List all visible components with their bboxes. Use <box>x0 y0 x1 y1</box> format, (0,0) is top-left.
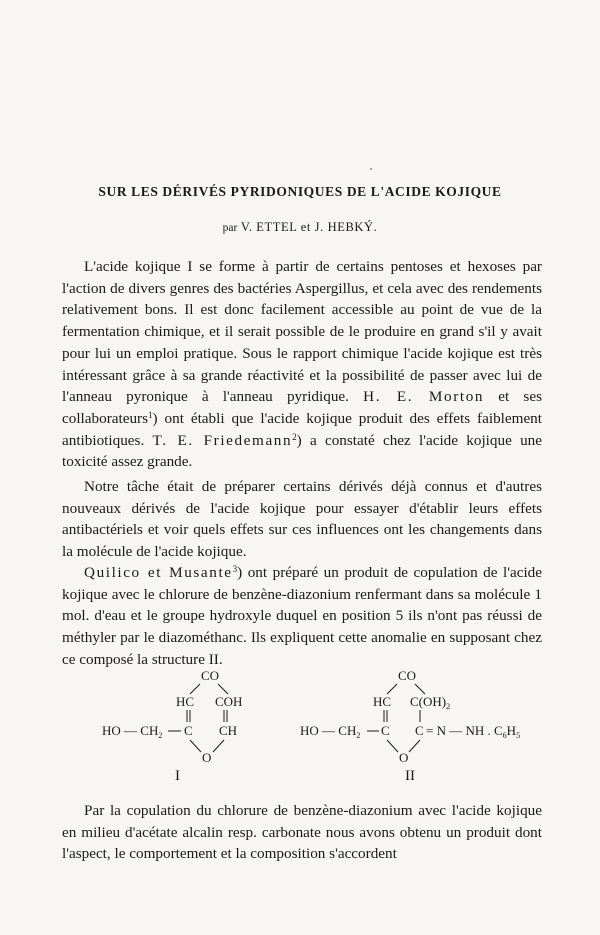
para4-text: Par la copulation du chlorure de benzène-diazonium avec l'acide kojique en milieu d'acétate alcalin resp. carbonate nous avons obtenu un produit dont l'aspect, le comportement et la composition s'accordent <box>62 802 542 863</box>
struct-II-c-left: C <box>381 723 390 738</box>
author-quilico-musante: Quilico et Musante <box>84 564 233 581</box>
author-friedemann: T. E. Friedemann <box>152 431 293 449</box>
structure-I <box>102 668 242 784</box>
authors-names: V. ETTEL et J. HEBKÝ. <box>240 220 378 234</box>
author-morton: H. E. Morton <box>363 388 485 406</box>
para2-text: Notre tâche était de préparer certains dérivés déjà connus et d'autres nouveaux dérivés de l'acide kojique pour essayer d'établir leurs effets antibactériels et voir quels effets sur ces influences ont les changements dans la molécule de l'acide kojique. <box>62 478 542 561</box>
struct-II-chain: HO — $CH_2$ <box>300 723 361 740</box>
paragraph-1 <box>62 256 542 473</box>
struct-I-top: CO <box>201 668 220 683</box>
struct-II-right: $C(OH)_2$ <box>410 694 451 711</box>
struct-I-chain: HO — $CH_2$ <box>102 723 163 740</box>
struct-II-bottom: O <box>399 750 409 765</box>
paragraph-4 <box>62 800 542 865</box>
structure-II <box>300 668 520 784</box>
struct-II-label: II <box>405 768 415 784</box>
struct-I-bottom: O <box>202 750 212 765</box>
struct-II-hydrazone: = N — NH . $C_6H_5$ <box>426 723 521 740</box>
para3-text: ) ont préparé un produit de copulation de l'acide kojique avec le chlorure de benzène-diazonium renfermant dans sa molécule 1 mol. d'eau et le groupe hydroxyle duquel en position 5 ils n'ont pas réussi de méthyler par le diazométhanc. Ils expliquent cette anomalie en supposant chez ce composé la structure II. <box>62 564 542 668</box>
struct-I-c-left: C <box>184 723 193 738</box>
struct-I-right: COH <box>215 694 243 709</box>
authors-line <box>0 220 600 235</box>
struct-I-c-right: CH <box>219 723 238 738</box>
article-title: SUR LES DÉRIVÉS PYRIDONIQUES DE L'ACIDE KOJIQUE <box>98 184 502 199</box>
para1-text-a: L'acide kojique I se forme à partir de certains pentoses et hexoses par l'action de divers genres des bactéries Aspergillus, et cela avec des rendements relativement bons. Il est donc facilement accessible au point de vue de la fermentation chimique, et il serait possible de le produire en grand s'il y avait pour lui un emploi pratique. Sous le rapport chimique l'acide kojique est très intéressant grâce à sa grande réactivité et la possibilité de passer avec lui de l'anneau pyronique à l'anneau pyridique. <box>62 258 542 406</box>
struct-II-c-right: C <box>415 723 424 738</box>
para1-text-d: ) a constaté chez l'acide kojique une toxicité assez grande. <box>62 431 542 471</box>
scan-speck <box>370 168 372 170</box>
struct-II-left: HC <box>373 694 392 709</box>
structural-formulas <box>0 660 600 790</box>
struct-I-label: I <box>175 768 180 784</box>
footnote-ref-1: 1 <box>148 409 153 420</box>
paragraph-3 <box>62 562 542 671</box>
para1-text-c: ) ont établi que l'acide kojique produit des effets faiblement antibiotiques. <box>62 409 542 449</box>
formulas-svg <box>0 660 600 790</box>
para1-text-b: et ses collaborateurs <box>62 388 542 427</box>
struct-I-left: HC <box>176 694 195 709</box>
footnote-ref-2: 2 <box>292 431 297 442</box>
struct-II-top: CO <box>398 668 417 683</box>
authors-prefix: par <box>222 222 238 234</box>
paragraph-2 <box>62 476 542 563</box>
footnote-ref-3: 3 <box>232 564 238 574</box>
